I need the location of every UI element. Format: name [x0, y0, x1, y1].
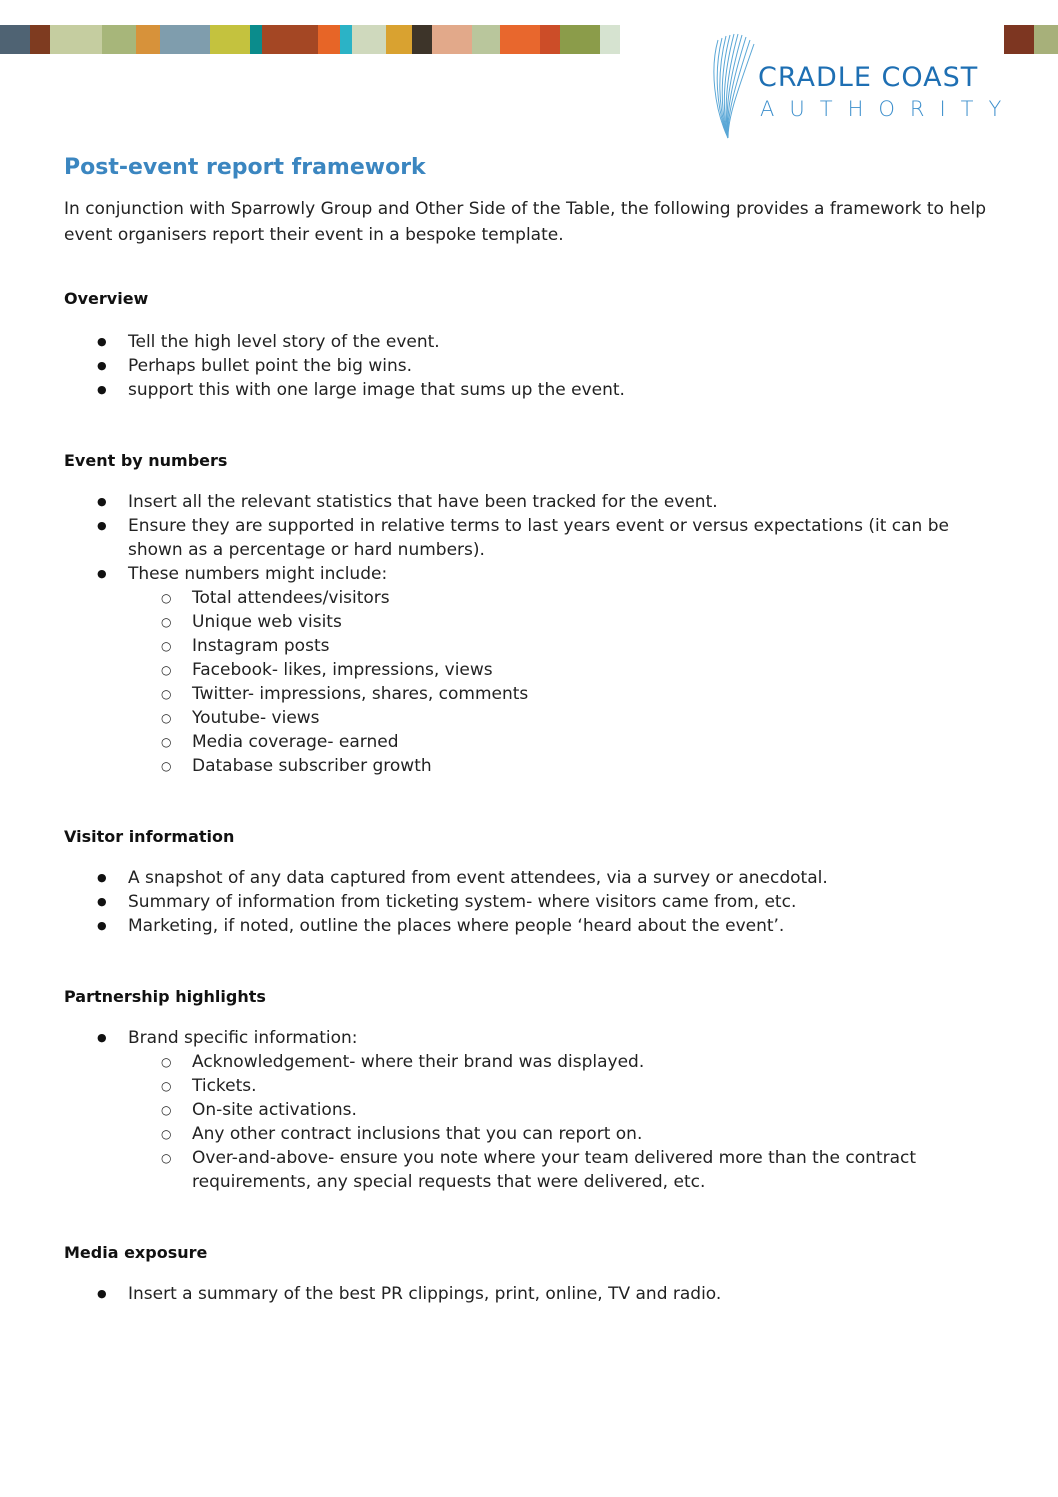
- list-item-text: A snapshot of any data captured from event attendees, via a survey or anecdotal.: [128, 868, 828, 888]
- stripe-2: [50, 25, 102, 54]
- section-visitor-information: [64, 826, 1004, 938]
- sub-list-item: ○ Youtube- views: [128, 706, 1004, 730]
- list-item-text: Brand specific information:: [128, 1028, 358, 1048]
- sub-list-item: ○ Twitter- impressions, shares, comments: [128, 682, 1004, 706]
- section-heading: Partnership highlights: [64, 987, 266, 1006]
- section-partnership-highlights: [64, 986, 1004, 1194]
- stripe-1: [30, 25, 50, 54]
- logo-fan-icon: [706, 28, 766, 140]
- list-item: [64, 490, 1004, 514]
- stripe-12: [386, 25, 412, 54]
- sub-bullet-list: [128, 1050, 1004, 1194]
- logo-text-authority: AUTHORITY: [760, 97, 1017, 121]
- stripe-0: [0, 25, 30, 54]
- bullet-list: [64, 490, 1004, 778]
- list-item: [64, 354, 1004, 378]
- sub-list-item: ○ Acknowledgement- where their brand was displayed.: [128, 1050, 1004, 1074]
- section-media-exposure: [64, 1242, 1004, 1306]
- bullet-list: [64, 330, 1004, 402]
- list-item-text: Tell the high level story of the event.: [128, 332, 440, 352]
- list-item: [64, 562, 1004, 778]
- sub-list-item: ○ Unique web visits: [128, 610, 1004, 634]
- sub-list-item: ○ Over-and-above- ensure you note where your team delivered more than the contract requirements, any special requests that were delivered, etc.: [128, 1146, 1004, 1194]
- stripe-17: [540, 25, 560, 54]
- section-heading: Event by numbers: [64, 451, 228, 470]
- bullet-list: [64, 1282, 1004, 1306]
- document-body: [64, 150, 1004, 1306]
- list-item: [64, 866, 1004, 890]
- list-item: [64, 890, 1004, 914]
- list-item: [64, 330, 1004, 354]
- section-heading: Overview: [64, 289, 149, 308]
- header-stripe-bar: [0, 25, 620, 54]
- list-item: [64, 914, 1004, 938]
- sub-list-item: ○ Tickets.: [128, 1074, 1004, 1098]
- stripe-right-0: [1004, 25, 1034, 54]
- stripe-5: [160, 25, 210, 54]
- stripe-8: [262, 25, 318, 54]
- logo-text-cradle-coast: CRADLE COAST: [758, 62, 979, 93]
- sub-list-item: ○ Any other contract inclusions that you can report on.: [128, 1122, 1004, 1146]
- stripe-right-1: [1034, 25, 1058, 54]
- sub-list-item: ○ Media coverage- earned: [128, 730, 1004, 754]
- section-event-by-numbers: [64, 450, 1004, 778]
- cradle-coast-logo: [706, 28, 1017, 140]
- section-overview: [64, 288, 1004, 402]
- sub-list-item: ○ Facebook- likes, impressions, views: [128, 658, 1004, 682]
- bullet-list: [64, 1026, 1004, 1194]
- stripe-6: [210, 25, 250, 54]
- stripe-11: [352, 25, 386, 54]
- list-item-text: These numbers might include:: [128, 564, 388, 584]
- list-item-text: support this with one large image that sums up the event.: [128, 380, 625, 400]
- list-item: [64, 1026, 1004, 1194]
- list-item-text: Perhaps bullet point the big wins.: [128, 356, 413, 376]
- list-item-text: Summary of information from ticketing system- where visitors came from, etc.: [128, 892, 797, 912]
- stripe-7: [250, 25, 262, 54]
- stripe-10: [340, 25, 352, 54]
- sub-bullet-list: [128, 586, 1004, 778]
- list-item: [64, 378, 1004, 402]
- stripe-18: [560, 25, 600, 54]
- stripe-19: [600, 25, 620, 54]
- stripe-14: [432, 25, 472, 54]
- header-stripe-bar-right: [1004, 25, 1058, 54]
- list-item: [64, 1282, 1004, 1306]
- list-item-text: Insert a summary of the best PR clippings, print, online, TV and radio.: [128, 1284, 722, 1304]
- stripe-3: [102, 25, 136, 54]
- list-item-text: Insert all the relevant statistics that have been tracked for the event.: [128, 492, 718, 512]
- sub-list-item: ○ Instagram posts: [128, 634, 1004, 658]
- sub-list-item: ○ Total attendees/visitors: [128, 586, 1004, 610]
- intro-paragraph: In conjunction with Sparrowly Group and Other Side of the Table, the following provides a framework to help event organisers report their event in a bespoke template.: [64, 199, 987, 245]
- stripe-9: [318, 25, 340, 54]
- document-title: Post-event report framework: [64, 155, 426, 180]
- stripe-15: [472, 25, 500, 54]
- sections-container: [64, 288, 1004, 1306]
- sub-list-item: ○ Database subscriber growth: [128, 754, 1004, 778]
- stripe-4: [136, 25, 160, 54]
- stripe-16: [500, 25, 540, 54]
- stripe-13: [412, 25, 432, 54]
- section-heading: Visitor information: [64, 827, 235, 846]
- sub-list-item: ○ On-site activations.: [128, 1098, 1004, 1122]
- list-item-text: Ensure they are supported in relative terms to last years event or versus expectations (it can be shown as a percentage or hard numbers).: [128, 516, 949, 560]
- bullet-list: [64, 866, 1004, 938]
- section-heading: Media exposure: [64, 1243, 208, 1262]
- list-item: [64, 514, 1004, 562]
- list-item-text: Marketing, if noted, outline the places where people ‘heard about the event’.: [128, 916, 785, 936]
